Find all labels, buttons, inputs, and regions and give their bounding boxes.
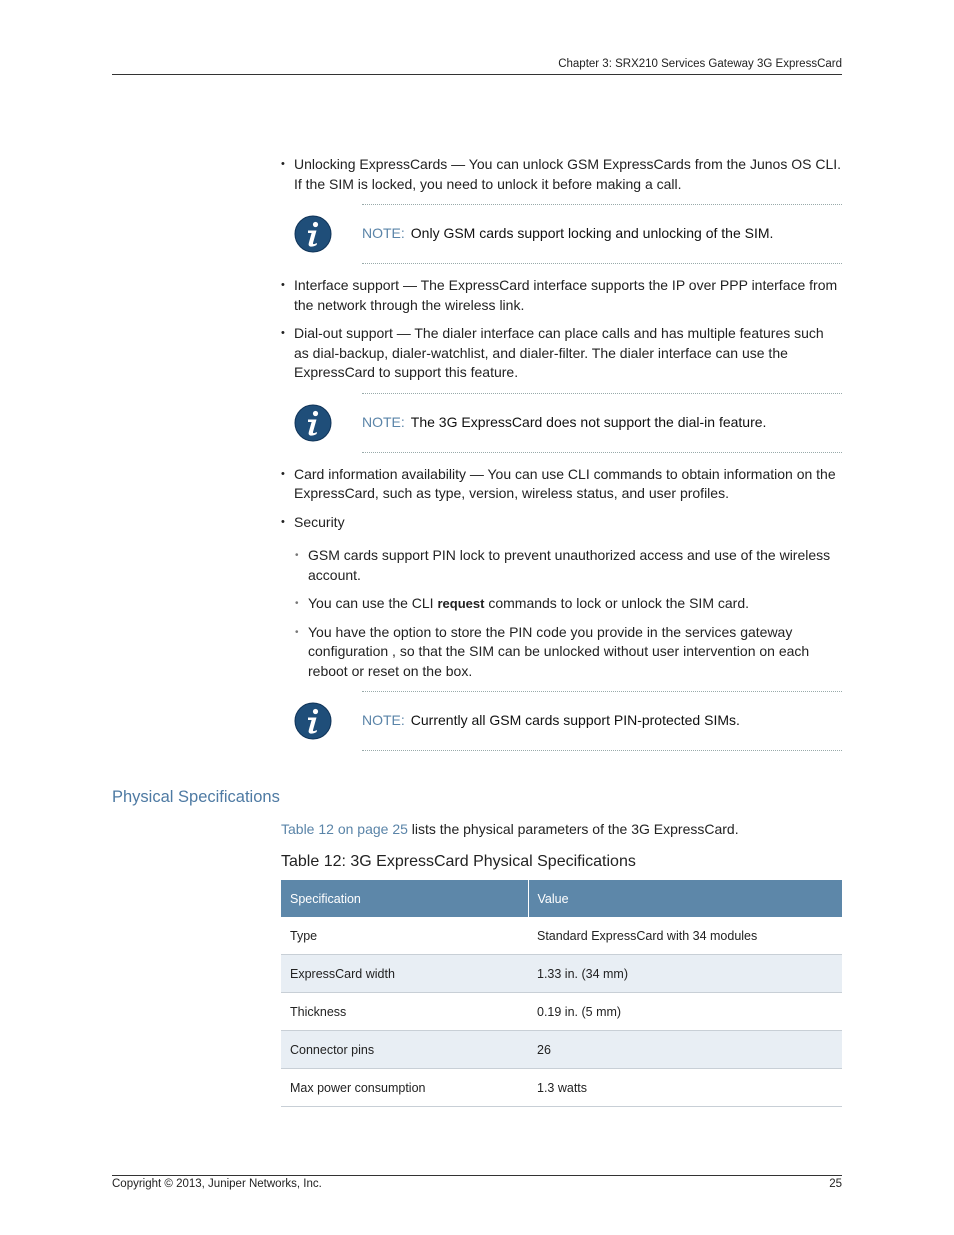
note-text (362, 413, 766, 433)
note-body: Only GSM cards support locking and unlocking of the SIM. (410, 225, 774, 241)
table-cell: 26 (528, 1031, 842, 1069)
table-cell: 1.33 in. (34 mm) (528, 955, 842, 993)
sub-bullet-cli-request (281, 594, 842, 614)
bullet-unlocking: • Unlocking ExpressCards — You can unlock GSM ExpressCards from the Junos OS CLI. If the SIM is locked, you need to unlock it before making a call. (281, 155, 842, 194)
note-label: NOTE: (362, 413, 405, 430)
table-cell: 0.19 in. (5 mm) (528, 993, 842, 1031)
info-icon (294, 215, 332, 253)
bullet-security: • Security (281, 513, 842, 533)
table-cell: Type (281, 917, 528, 955)
table-header-row (281, 880, 842, 917)
table-cell: 1.3 watts (528, 1069, 842, 1107)
note-body: The 3G ExpressCard does not support the dial-in feature. (410, 413, 767, 430)
column-header: Value (528, 880, 842, 917)
table-row (281, 955, 842, 993)
table-row (281, 1069, 842, 1107)
column-header: Specification (281, 880, 528, 917)
bullet-interface-support: • Interface support — The ExpressCard interface supports the IP over PPP interface from the network through the wireless link. (281, 276, 842, 315)
note-box (362, 204, 842, 264)
table-cell: Thickness (281, 993, 528, 1031)
table-cell: ExpressCard width (281, 955, 528, 993)
bullet-dial-out: • Dial-out support — The dialer interface can place calls and has multiple features such as dial-backup, dialer-watchlist, and dialer-filter. The dialer interface can use the ExpressCard to support this feature. (281, 324, 842, 383)
sub-bullet-store-pin: • You have the option to store the PIN code you provide in the services gateway configuration , so that the SIM can be unlocked without user intervention on each reboot or reset on the box. (281, 623, 842, 682)
cli-command: request (437, 596, 485, 611)
table-row (281, 1031, 842, 1069)
section-heading: Physical Specifications (112, 788, 280, 806)
table-cell: Standard ExpressCard with 34 modules (528, 917, 842, 955)
table-cell: Connector pins (281, 1031, 528, 1069)
table-xref-link[interactable]: Table 12 on page 25 (281, 821, 408, 837)
bullet-card-info: • Card information availability — You can use CLI commands to obtain information on the ExpressCard, such as type, version, wireless status, and user profiles. (281, 465, 842, 504)
note-text (362, 711, 740, 731)
note-box (362, 393, 842, 453)
page-number: 25 (829, 1178, 842, 1190)
table-row (281, 993, 842, 1031)
note-label: NOTE: (362, 712, 405, 728)
footer-copyright: Copyright © 2013, Juniper Networks, Inc. (112, 1178, 322, 1190)
info-icon (294, 702, 332, 740)
note-body: Currently all GSM cards support PIN-protected SIMs. (410, 712, 740, 728)
info-icon (294, 404, 332, 442)
specs-table (281, 880, 842, 1107)
footer-divider (112, 1175, 842, 1176)
header-divider (112, 74, 842, 75)
note-text (362, 224, 773, 244)
section-intro (281, 821, 739, 837)
section-intro-text: lists the physical parameters of the 3G ExpressCard. (407, 821, 739, 837)
sub-bullet-pin-lock: • GSM cards support PIN lock to prevent unauthorized access and use of the wireless account. (281, 546, 842, 585)
table-caption: Table 12: 3G ExpressCard Physical Specifications (281, 853, 636, 870)
cli-prefix: You can use the CLI (308, 595, 438, 611)
note-box (362, 691, 842, 751)
note-label: NOTE: (362, 225, 405, 241)
table-row (281, 917, 842, 955)
chapter-title: Chapter 3: SRX210 Services Gateway 3G ExpressCard (558, 58, 842, 70)
table-cell: Max power consumption (281, 1069, 528, 1107)
main-content (281, 155, 842, 763)
cli-suffix: commands to lock or unlock the SIM card. (484, 595, 749, 611)
